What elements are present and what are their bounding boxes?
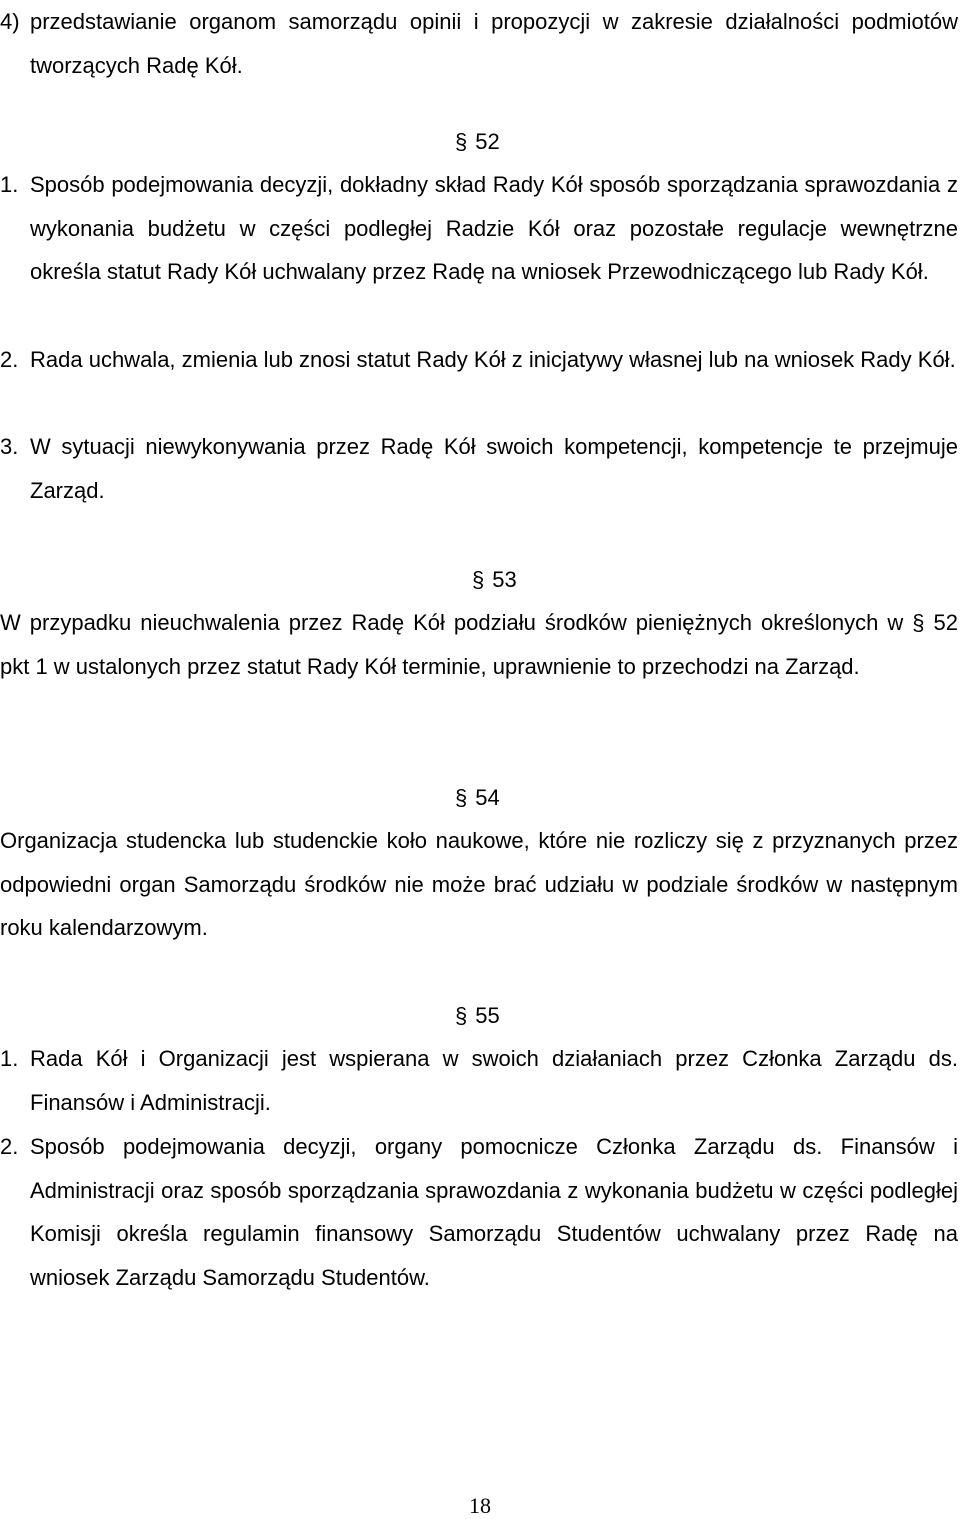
- section-number: 54: [475, 785, 500, 810]
- section-heading-55: [455, 1001, 555, 1031]
- section-number: 53: [492, 567, 517, 592]
- section-number: 52: [475, 129, 500, 154]
- list-item: [0, 1037, 958, 1124]
- item-number: 4): [0, 9, 20, 34]
- section-symbol: §: [472, 567, 485, 592]
- item-number: 2.: [0, 347, 19, 372]
- section-heading-52: [455, 127, 555, 157]
- section-symbol: §: [455, 129, 468, 154]
- paragraph: Organizacja studencka lub studenckie koło naukowe, które nie rozliczy się z przyznanych przez odpowiedni organ Samorządu środków nie może brać udziału w podziale środków w następnym roku kalendarzowym.: [0, 828, 958, 941]
- section-symbol: §: [455, 1003, 468, 1028]
- item-number: 1.: [0, 1046, 19, 1071]
- item-text: Sposób podejmowania decyzji, organy pomocnicze Członka Zarządu ds. Finansów i Administracji oraz sposób sporządzania sprawozdania z wykonania budżetu w części podległej Komisji określa regulamin finansowy Samorządu Studentów uchwalany przez Radę na wniosek Zarządu Samorządu Studentów.: [30, 1134, 958, 1290]
- section-heading-53: [472, 565, 572, 595]
- list-item: [0, 163, 958, 294]
- section-number: 55: [475, 1003, 500, 1028]
- item-text: Rada Kół i Organizacji jest wspierana w swoich działaniach przez Członka Zarządu ds. Finansów i Administracji.: [30, 1046, 958, 1115]
- item-text: W sytuacji niewykonywania przez Radę Kół swoich kompetencji, kompetencje te przejmuje Zarząd.: [30, 434, 958, 503]
- page-number: 18: [469, 1493, 491, 1518]
- item-number: 3.: [0, 434, 19, 459]
- item-number: 1.: [0, 172, 19, 197]
- list-item: [0, 338, 958, 382]
- list-item: [0, 1125, 958, 1299]
- list-item: [0, 425, 958, 512]
- paragraph: W przypadku nieuchwalenia przez Radę Kół podziału środków pieniężnych określonych w § 52 pkt 1 w ustalonych przez statut Rady Kół terminie, uprawnienie to przechodzi na Zarząd.: [0, 610, 958, 679]
- item-text: przedstawianie organom samorządu opinii i propozycji w zakresie działalności podmiotów tworzących Radę Kół.: [30, 9, 958, 78]
- item-number: 2.: [0, 1134, 19, 1159]
- item-text: Rada uchwala, zmienia lub znosi statut Rady Kół z inicjatywy własnej lub na wniosek Rady Kół.: [30, 347, 956, 372]
- item-text: Sposób podejmowania decyzji, dokładny skład Rady Kół sposób sporządzania sprawozdania z wykonania budżetu w części podległej Radzie Kół oraz pozostałe regulacje wewnętrzne określa statut Rady Kół uchwalany przez Radę na wniosek Przewodniczącego lub Rady Kół.: [30, 172, 958, 285]
- section-heading-54: [455, 783, 555, 813]
- list-item: [0, 0, 958, 87]
- section-symbol: §: [455, 785, 468, 810]
